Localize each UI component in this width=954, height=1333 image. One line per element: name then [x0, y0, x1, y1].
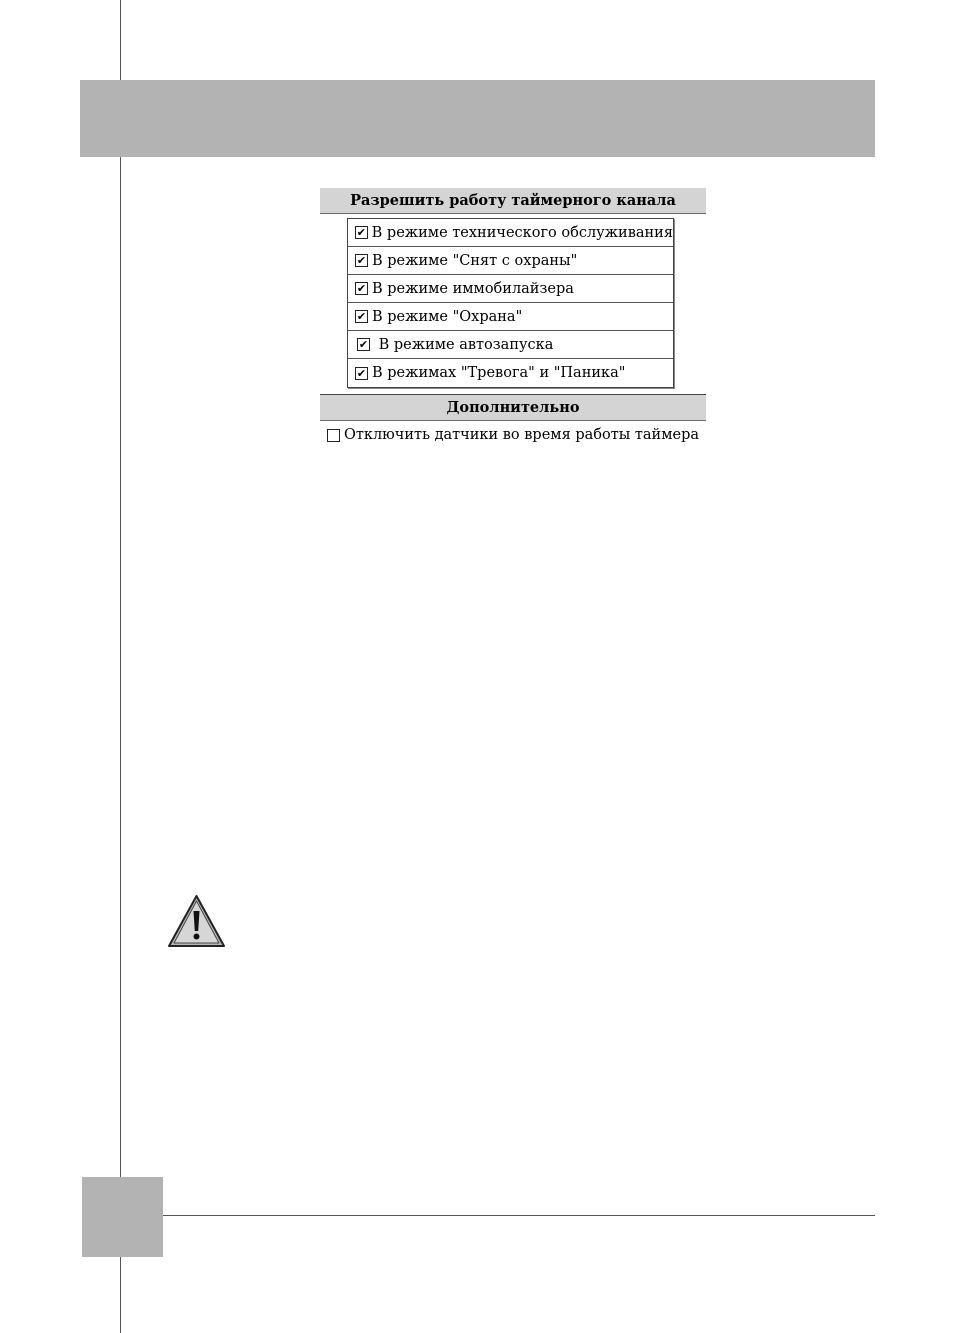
page-number-block	[82, 1177, 163, 1257]
warning-triangle-icon	[166, 893, 227, 949]
checkbox-checked-icon[interactable]: ✔	[358, 338, 369, 351]
timer-channel-header: Разрешить работу таймерного канала	[320, 188, 706, 214]
mode-autostart-option[interactable]	[348, 331, 673, 359]
page-margin-line	[120, 0, 121, 1333]
mode-immobilizer-option[interactable]	[348, 275, 673, 303]
section-divider	[320, 388, 706, 395]
page-header-band	[80, 80, 875, 157]
mode-armed-option[interactable]	[348, 303, 673, 331]
mode-label: В режимах "Тревога" и "Паника"	[372, 365, 626, 381]
checkbox-checked-icon[interactable]: ✔	[356, 310, 367, 323]
checkbox-checked-icon[interactable]: ✔	[356, 226, 366, 239]
mode-label: В режиме "Снят с охраны"	[372, 252, 578, 269]
mode-label: В режиме иммобилайзера	[372, 280, 574, 297]
mode-label: В режиме автозапуска	[374, 336, 554, 353]
mode-maintenance-option[interactable]	[348, 219, 673, 247]
checkbox-checked-icon[interactable]: ✔	[356, 282, 367, 295]
timer-modes-list	[347, 218, 674, 388]
checkbox-unchecked-icon[interactable]	[327, 429, 340, 442]
mode-alarm-panic-option[interactable]	[348, 359, 673, 387]
mode-label: В режиме технического обслуживания	[371, 224, 673, 241]
timer-settings-panel	[320, 188, 706, 449]
additional-header: Дополнительно	[320, 395, 706, 421]
mode-disarmed-option[interactable]	[348, 247, 673, 275]
checkbox-checked-icon[interactable]: ✔	[356, 366, 367, 380]
option-label: Отключить датчики во время работы таймера	[344, 427, 700, 443]
checkbox-checked-icon[interactable]: ✔	[356, 254, 367, 267]
disable-sensors-option[interactable]	[320, 421, 706, 449]
footer-rule	[163, 1215, 875, 1216]
mode-label: В режиме "Охрана"	[372, 308, 523, 325]
